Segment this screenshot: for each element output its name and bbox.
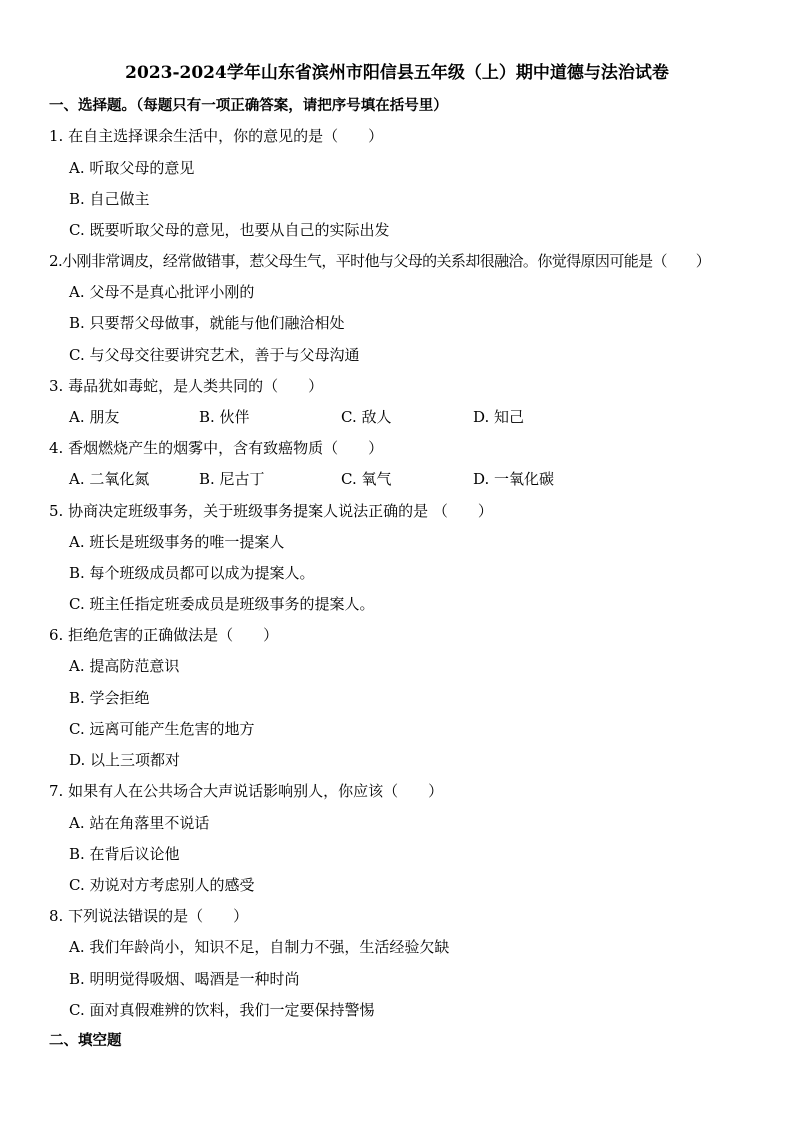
q1-option-b: B. 自己做主 — [69, 190, 150, 208]
section-choice-heading: 一、选择题。（每题只有一项正确答案，请把序号填在括号里） — [49, 97, 448, 114]
q8-option-a: A. 我们年龄尚小，知识不足，自制力不强，生活经验欠缺 — [69, 938, 450, 956]
q5-option-c: C. 班主任指定班委成员是班级事务的提案人。 — [69, 595, 375, 613]
q5-option-a: A. 班长是班级事务的唯一提案人 — [69, 533, 285, 551]
section-fill-heading: 二、填空题 — [49, 1032, 122, 1049]
q3-option-b: B. 伙伴 — [199, 408, 250, 426]
question-8: 8. 下列说法错误的是（ ） — [49, 907, 249, 925]
q2-option-c: C. 与父母交往要讲究艺术，善于与父母沟通 — [69, 346, 360, 364]
q6-option-b: B. 学会拒绝 — [69, 689, 150, 707]
q1-option-a: A. 听取父母的意见 — [69, 159, 195, 177]
q2-option-b: B. 只要帮父母做事，就能与他们融洽相处 — [69, 314, 345, 332]
q4-option-d: D. 一氧化碳 — [473, 470, 555, 488]
question-7: 7. 如果有人在公共场合大声说话影响别人，你应该（ ） — [49, 782, 444, 800]
exam-title: 2023-2024学年山东省滨州市阳信县五年级（上）期中道德与法治试卷 — [125, 63, 669, 83]
q5-option-b: B. 每个班级成员都可以成为提案人。 — [69, 564, 315, 582]
q3-option-d: D. 知己 — [473, 408, 525, 426]
question-1: 1. 在自主选择课余生活中，你的意见的是（ ） — [49, 127, 384, 145]
q1-option-c: C. 既要听取父母的意见，也要从自己的实际出发 — [69, 221, 390, 239]
q7-option-b: B. 在背后议论他 — [69, 845, 180, 863]
question-3: 3. 毒品犹如毒蛇，是人类共同的（ ） — [49, 377, 324, 395]
q8-option-b: B. 明明觉得吸烟、喝酒是一种时尚 — [69, 970, 300, 988]
question-2: 2.小刚非常调皮，经常做错事，惹父母生气，平时他与父母的关系却很融洽。你觉得原因可能是（ ） — [49, 252, 711, 270]
q4-option-b: B. 尼古丁 — [199, 470, 265, 488]
q6-option-c: C. 远离可能产生危害的地方 — [69, 720, 255, 738]
q4-option-a: A. 二氧化氮 — [69, 470, 150, 488]
question-6: 6. 拒绝危害的正确做法是（ ） — [49, 626, 279, 644]
question-5: 5. 协商决定班级事务，关于班级事务提案人说法正确的是 （ ） — [49, 502, 493, 520]
q3-option-a: A. 朋友 — [69, 408, 120, 426]
q3-option-c: C. 敌人 — [341, 408, 392, 426]
q6-option-d: D. 以上三项都对 — [69, 751, 181, 769]
q8-option-c: C. 面对真假难辨的饮料，我们一定要保持警惕 — [69, 1001, 375, 1019]
q2-option-a: A. 父母不是真心批评小刚的 — [69, 283, 255, 301]
q4-option-c: C. 氧气 — [341, 470, 392, 488]
q6-option-a: A. 提高防范意识 — [69, 657, 180, 675]
q7-option-c: C. 劝说对方考虑别人的感受 — [69, 876, 255, 894]
question-4: 4. 香烟燃烧产生的烟雾中，含有致癌物质（ ） — [49, 439, 384, 457]
q7-option-a: A. 站在角落里不说话 — [69, 814, 210, 832]
